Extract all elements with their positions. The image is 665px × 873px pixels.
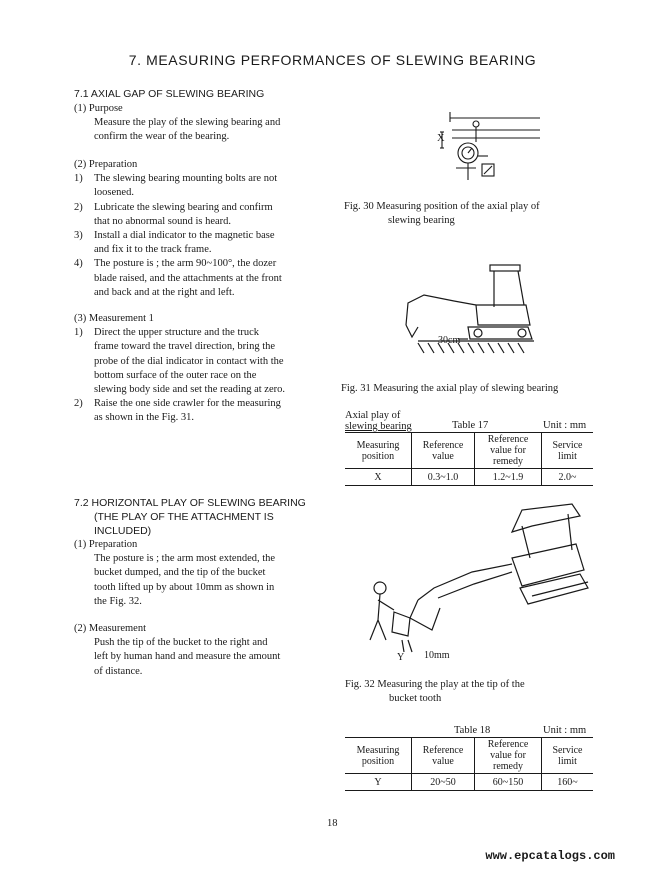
item-line: and fix it to the track frame. bbox=[94, 244, 212, 256]
preparation-2-block bbox=[74, 538, 275, 609]
list-item bbox=[74, 201, 282, 215]
section-7-2-heading bbox=[74, 496, 306, 539]
table-cell: 0.3~1.0 bbox=[412, 469, 475, 486]
fig31-excavator-drawing bbox=[398, 255, 538, 360]
heading-line: 7.2 HORIZONTAL PLAY OF SLEWING BEARING bbox=[74, 497, 306, 509]
item-line: bucket dumped, and the tip of the bucket bbox=[94, 567, 266, 579]
item-line: Install a dial indicator to the magnetic base bbox=[94, 230, 275, 242]
item-line: The posture is ; the arm most extended, the bbox=[94, 553, 276, 565]
table17-left-caption bbox=[345, 410, 412, 432]
list-item bbox=[74, 326, 285, 340]
item-number: 1) bbox=[74, 173, 83, 185]
item-number: 4) bbox=[74, 258, 83, 270]
item-line: of distance. bbox=[94, 665, 143, 677]
footer-watermark[interactable]: www.epcatalogs.com bbox=[485, 849, 615, 863]
table-header-cell: Service limit bbox=[542, 738, 594, 774]
table-header-row bbox=[345, 433, 593, 469]
table-cell: X bbox=[345, 469, 412, 486]
caption-line: bucket tooth bbox=[389, 693, 442, 705]
table-cell: 160~ bbox=[542, 774, 594, 791]
table18 bbox=[345, 737, 593, 791]
table-row bbox=[345, 469, 593, 486]
table-header-cell: Reference value for remedy bbox=[475, 738, 542, 774]
table-header-cell: Measuring position bbox=[345, 433, 412, 469]
item-number: 1) bbox=[74, 327, 83, 339]
item-number: 2) bbox=[74, 398, 83, 410]
table-cell: 60~150 bbox=[475, 774, 542, 791]
item-line: as shown in the Fig. 31. bbox=[94, 412, 195, 424]
purpose-line: confirm the wear of the bearing. bbox=[94, 131, 230, 143]
item-line: Raise the one side crawler for the measuring bbox=[94, 398, 281, 410]
item-number: 3) bbox=[74, 230, 83, 242]
fig30-caption bbox=[344, 200, 540, 228]
heading-line: INCLUDED) bbox=[94, 525, 152, 538]
table-header-cell: Reference value for remedy bbox=[475, 433, 542, 469]
fig31-caption: Fig. 31 Measuring the axial play of slewing bearing bbox=[341, 383, 559, 394]
item-line: probe of the dial indicator in contact with the bbox=[94, 355, 284, 367]
measurement-label: (2) Measurement bbox=[74, 623, 147, 634]
table-cell: 2.0~ bbox=[542, 469, 594, 486]
table-header-cell: Measuring position bbox=[345, 738, 412, 774]
table-header-cell: Reference value bbox=[412, 433, 475, 469]
purpose-block bbox=[74, 102, 280, 145]
list-item bbox=[74, 397, 285, 411]
table-cell: Y bbox=[345, 774, 412, 791]
fig32-label-distance: 10mm bbox=[424, 650, 450, 661]
item-line: Direct the upper structure and the truck bbox=[94, 327, 260, 339]
table-cell: 1.2~1.9 bbox=[475, 469, 542, 486]
item-number: 2) bbox=[74, 201, 83, 213]
purpose-label: (1) Purpose bbox=[74, 103, 123, 114]
item-line: The slewing bearing mounting bolts are not bbox=[94, 173, 278, 185]
item-line: Push the tip of the bucket to the right and bbox=[94, 637, 268, 649]
table17 bbox=[345, 432, 593, 486]
table-row bbox=[345, 774, 593, 791]
table-header-cell: Service limit bbox=[542, 433, 594, 469]
table17-title: Table 17 bbox=[452, 420, 489, 431]
item-line: The posture is ; the arm 90~100°, the dozer bbox=[94, 258, 277, 270]
purpose-line: Measure the play of the slewing bearing and bbox=[94, 117, 281, 129]
section-7-1-heading: 7.1 AXIAL GAP OF SLEWING BEARING bbox=[74, 88, 265, 100]
item-line: frame toward the travel direction, bring the bbox=[94, 341, 276, 353]
caption-line: slewing bearing bbox=[345, 421, 412, 432]
item-line: blade raised, and the attachments at the front bbox=[94, 272, 282, 284]
item-line: left by human hand and measure the amount bbox=[94, 651, 281, 663]
table-header-row bbox=[345, 738, 593, 774]
measurement-1-block bbox=[74, 312, 285, 426]
caption-line: Fig. 30 Measuring position of the axial play of bbox=[344, 201, 540, 212]
list-item bbox=[74, 172, 282, 186]
measurement-2-block bbox=[74, 622, 280, 679]
list-item bbox=[74, 257, 282, 271]
fig30-dial-indicator-drawing bbox=[430, 108, 560, 190]
fig31-label-distance: 30cm bbox=[438, 335, 461, 346]
caption-line: Fig. 32 Measuring the play at the tip of the bbox=[345, 679, 525, 690]
fig30-label-x: X bbox=[437, 133, 445, 144]
table-header-cell: Reference value bbox=[412, 738, 475, 774]
table18-unit: Unit : mm bbox=[543, 725, 587, 736]
item-line: the Fig. 32. bbox=[94, 595, 142, 607]
item-line: slewing body side and set the reading at zero. bbox=[94, 384, 285, 396]
table-cell: 20~50 bbox=[412, 774, 475, 791]
fig32-excavator-drawing bbox=[362, 500, 594, 665]
item-line: bottom surface of the outer race on the bbox=[94, 369, 257, 381]
caption-line: slewing bearing bbox=[388, 215, 455, 227]
item-line: and back and at the right and left. bbox=[94, 286, 235, 298]
fig32-label-y: Y bbox=[397, 652, 405, 663]
page-number: 18 bbox=[327, 818, 338, 829]
list-item bbox=[74, 229, 282, 243]
preparation-label: (1) Preparation bbox=[74, 539, 138, 550]
table17-unit: Unit : mm bbox=[543, 420, 587, 431]
measurement-label: (3) Measurement 1 bbox=[74, 313, 154, 324]
item-line: that no abnormal sound is heard. bbox=[94, 215, 232, 227]
item-line: loosened. bbox=[94, 187, 134, 199]
table18-title: Table 18 bbox=[454, 725, 491, 736]
fig32-caption bbox=[345, 678, 525, 706]
page-title: 7. MEASURING PERFORMANCES OF SLEWING BEARING bbox=[128, 52, 537, 68]
preparation-block bbox=[74, 158, 282, 300]
preparation-label: (2) Preparation bbox=[74, 159, 138, 170]
heading-line: (THE PLAY OF THE ATTACHMENT IS bbox=[94, 511, 274, 524]
item-line: Lubricate the slewing bearing and confirm bbox=[94, 201, 273, 213]
caption-line: Axial play of bbox=[345, 410, 401, 421]
item-line: tooth lifted up by about 10mm as shown in bbox=[94, 581, 275, 593]
